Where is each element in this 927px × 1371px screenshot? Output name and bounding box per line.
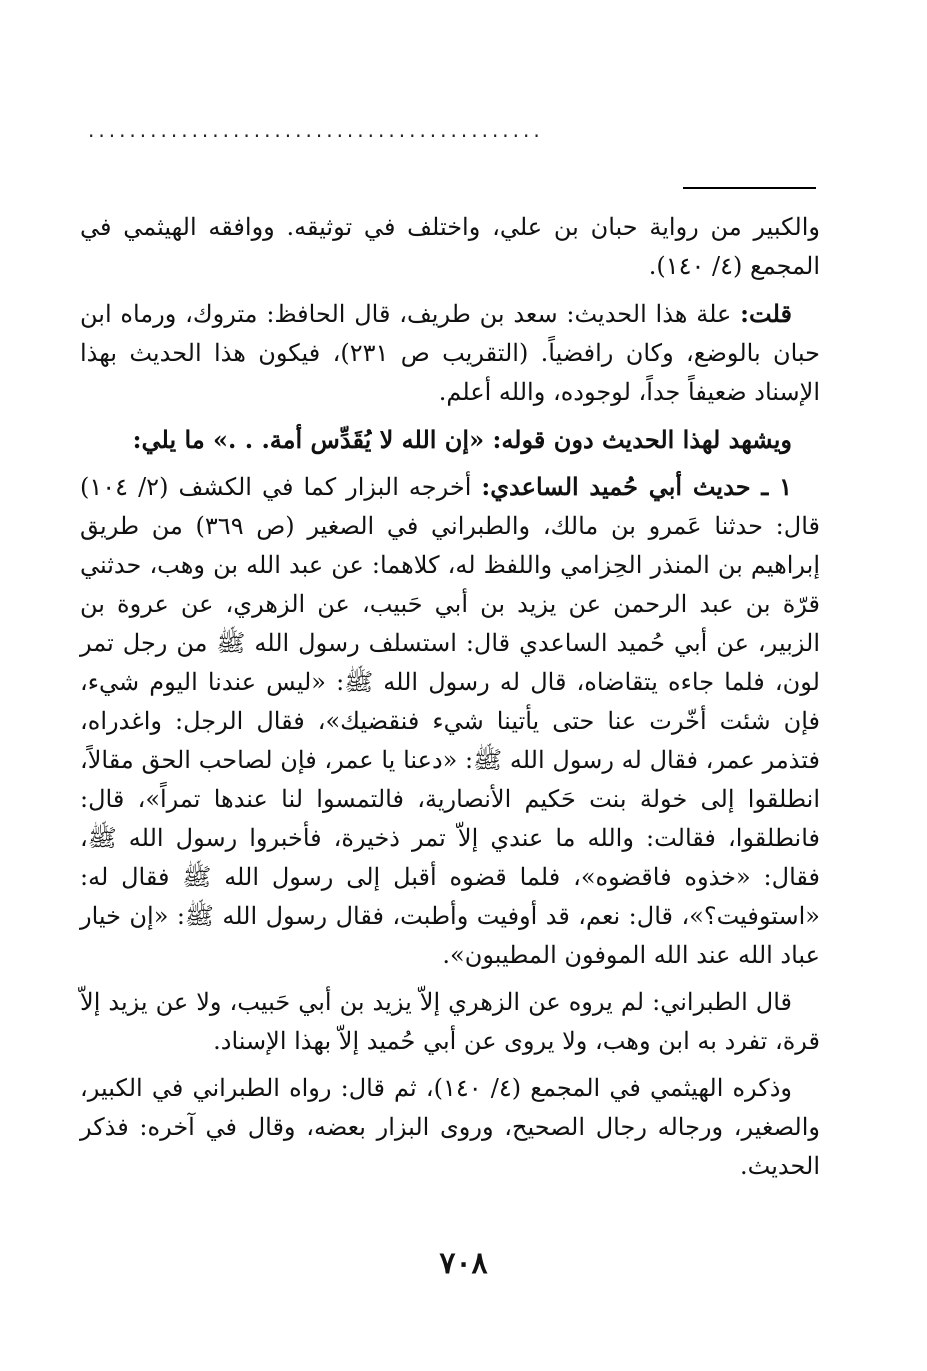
paragraph-lead: ١ ـ حديث أبي حُميد الساعدي: <box>481 472 792 501</box>
paragraph-text: أخرجه البزار كما في الكشف (٢/ ١٠٤) قال: حدثنا عَمرو بن مالك، والطبراني في الصغير (ص ٣٦٩) من طريق إبراهيم بن المنذر الحِزامي واللفظ له، كلاهما: عن عبد الله بن وهب، حدثني قرّة بن عبد الرحمن عن يزيد بن أبي حَبيب، عن الزهري، عن عروة بن الزبير، عن أبي حُميد الساعدي قال: استسلف رسول الله ﷺ من رجل تمر لون، فلما جاءه يتقاضاه، قال له رسول الله ﷺ: «ليس عندنا اليوم شيء، فإن شئت أخّرت عنا حتى يأتينا شيء فنقضيك»، فقال الرجل: واغدراه، فتذمر عمر، فقال له رسول الله ﷺ: «دعنا يا عمر، فإن لصاحب الحق مقالاً، انطلقوا إلى خولة بنت حَكيم الأنصارية، فالتمسوا لنا عندها تمراً»، قال: فانطلقوا، فقالت: والله ما عندي إلاّ تمر ذخيرة، فأخبروا رسول الله ﷺ، فقال: «خذوه فاقضوه»، فلما قضوه أقبل إلى رسول الله ﷺ فقال له: «استوفيت؟»، قال: نعم، قد أوفيت وأطبت، فقال رسول الله ﷺ: «إن خيار عباد الله عند الله الموفون المطيبون». <box>80 473 821 969</box>
paragraph-text: وذكره الهيثمي في المجمع (٤/ ١٤٠)، ثم قال: رواه الطبراني في الكبير، والصغير، ورجاله رجال الصحيح، وروى البزار بعضه، وقال في آخره: فذكر الحديث. <box>80 1074 820 1180</box>
page-number: ٧٠٨ <box>439 1246 488 1281</box>
paragraph-shawahid-heading <box>80 420 820 459</box>
paragraph-haythami-comment <box>80 1069 820 1186</box>
paragraph-tabarani-comment <box>80 983 820 1061</box>
paragraph-text: علة هذا الحديث: سعد بن طريف، قال الحافظ: متروك، ورماه ابن حبان بالوضع، وكان رافضياً. (التقريب ص ٢٣١)، فيكون هذا الحديث بهذا الإسناد ضعيفاً جداً، لوجوده، والله أعلم. <box>80 300 820 406</box>
paragraph-illa <box>80 294 820 412</box>
page-body <box>80 208 820 1194</box>
paragraph-text: قال الطبراني: لم يروه عن الزهري إلاّ يزيد بن أبي حَبيب، ولا عن يزيد إلاّ قرة، تفرد به ابن وهب، ولا يروى عن أبي حُميد إلاّ بهذا الإسناد. <box>80 988 820 1055</box>
paragraph-text: ويشهد لهذا الحديث دون قوله: «إن الله لا يُقَدِّس أمة. . .» ما يلي: <box>132 425 792 454</box>
paragraph-hadith-abu-humaid <box>80 467 820 975</box>
paragraph-continuation <box>80 208 820 286</box>
footnote-rule <box>683 187 816 189</box>
paragraph-lead: قلت: <box>740 299 792 328</box>
paragraph-text: والكبير من رواية حبان بن علي، واختلف في توثيقه. ووافقه الهيثمي في المجمع (٤/ ١٤٠). <box>80 213 820 280</box>
dotted-separator: ............................................ <box>88 118 544 142</box>
